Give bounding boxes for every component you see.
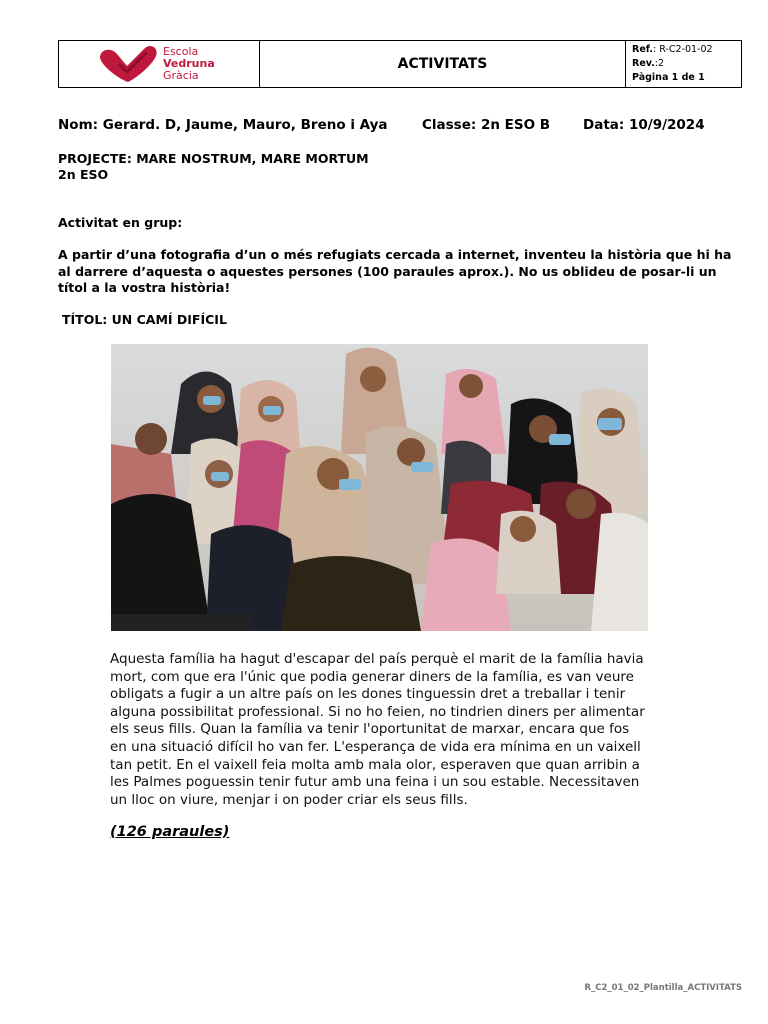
activity-label: Activitat en grup: bbox=[58, 215, 183, 230]
document-reference: Ref.: R-C2-01-02 Rev.:2 Pàgina 1 de 1 bbox=[626, 41, 741, 87]
refugees-photo-illustration bbox=[111, 344, 648, 631]
word-count: (126 paraules) bbox=[110, 824, 230, 840]
student-date: Data: 10/9/2024 bbox=[583, 117, 705, 133]
vedruna-heart-logo-icon bbox=[97, 44, 159, 84]
page-number: Pàgina 1 de 1 bbox=[632, 72, 705, 83]
story-title: TÍTOL: UN CAMÍ DIFÍCIL bbox=[62, 312, 227, 327]
header-title: ACTIVITATS bbox=[260, 41, 626, 87]
logo-text: Escola Vedruna Gràcia bbox=[163, 45, 215, 82]
student-class: Classe: 2n ESO B bbox=[422, 117, 551, 133]
project-title: PROJECTE: MARE NOSTRUM, MARE MORTUM bbox=[58, 151, 369, 166]
student-names: Nom: Gerard. D, Jaume, Mauro, Breno i Aya bbox=[58, 117, 388, 133]
activity-instructions: A partir d’una fotografia d’un o més refugiats cercada a internet, inventeu la història que hi ha al darrere d’aquesta o aquestes persones (100 paraules aprox.). No us oblideu de posar-li un títol a la vostra història! bbox=[58, 247, 732, 295]
refugees-photo bbox=[111, 344, 648, 631]
school-logo bbox=[59, 41, 260, 87]
story-text: Aquesta família ha hagut d'escapar del país perquè el marit de la família havia mort, com que era l'únic que podia generar diners de la família, es van veure obligats a fugir a un altre país on les dones tinguessin dret a treballar i tenir alguna possibilitat professional. Si no ho feien, no tindrien diners per alimentar els seus fills. Quan la família va tenir l'oportunitat de marxar, encara que fos en una situació difícil ho van fer. L'esperança de vida era mínima en un vaixell tan petit. En el vaixell feia molta amb mala olor, esperaven que quan arribin a les Palmes poguessin tenir futur amb una feina i un sou estable. Necessitaven un lloc on viure, menjar i on poder criar els seus fills. bbox=[110, 651, 645, 808]
footer-template-name: R_C2_01_02_Plantilla_ACTIVITATS bbox=[584, 983, 742, 993]
document-header bbox=[58, 40, 742, 88]
project-level: 2n ESO bbox=[58, 167, 109, 182]
